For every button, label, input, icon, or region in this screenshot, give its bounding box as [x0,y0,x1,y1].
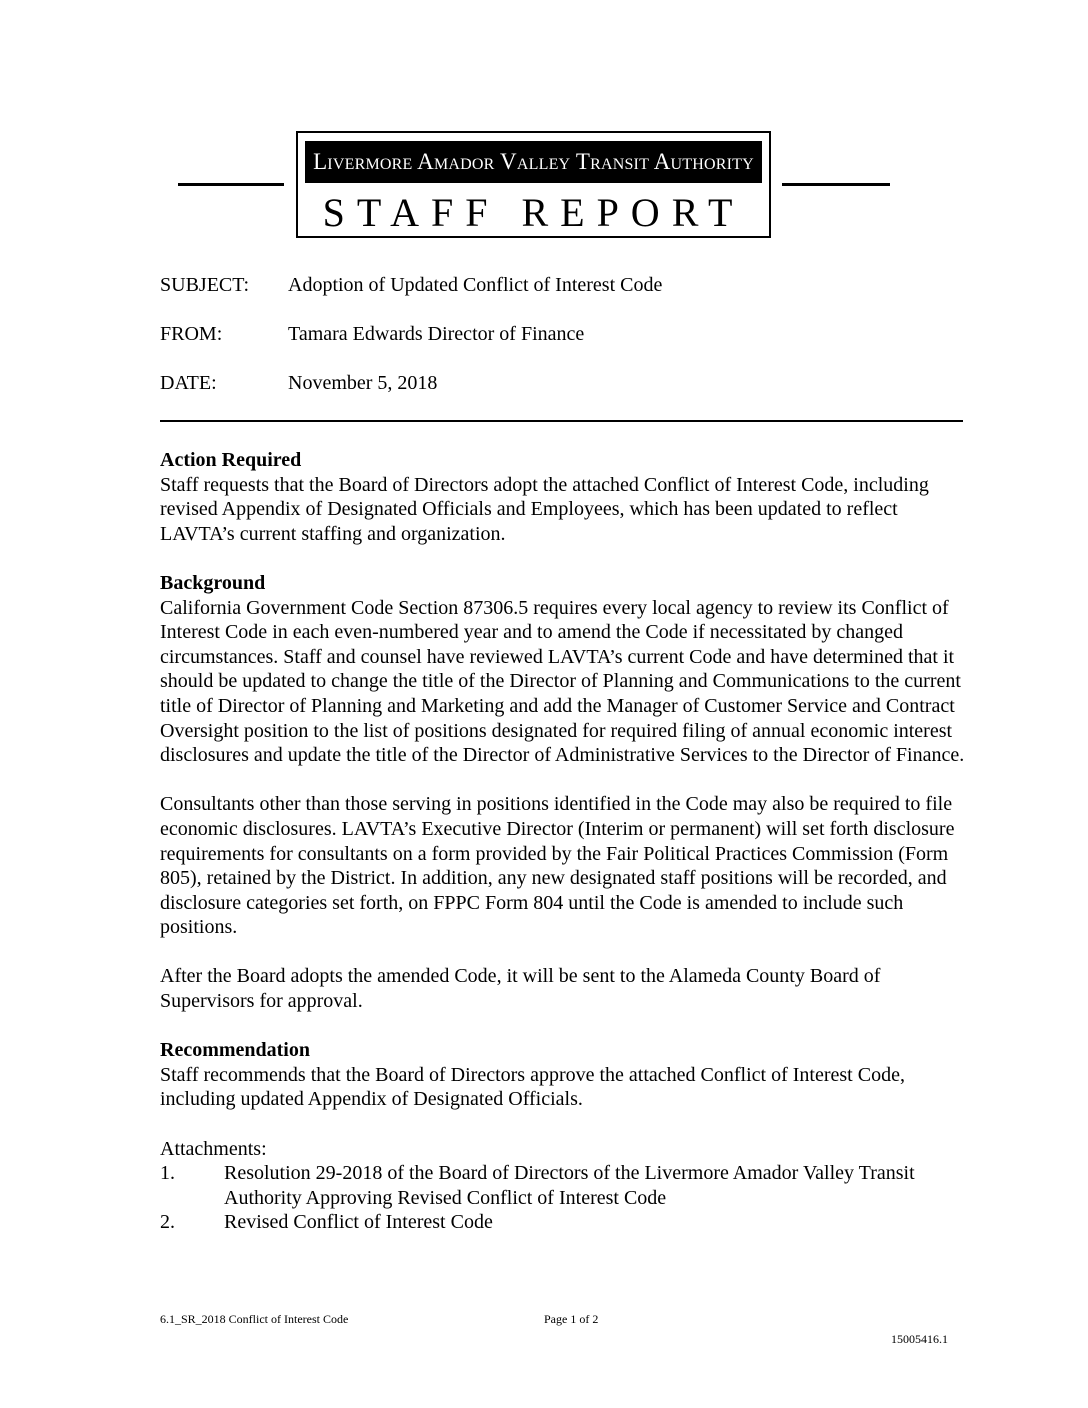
header-rule-right [782,183,890,186]
report-body [160,448,970,1235]
subject-value: Adoption of Updated Conflict of Interest Code [288,274,663,296]
attachment-item [160,1210,970,1235]
background-paragraph-1: California Government Code Section 87306.5 requires every local agency to review its Conflict of Interest Code in each even-numbered year and to amend the Code if necessitated by changed circumstances. Staff and counsel have reviewed LAVTA’s current Code and have determined that it should be updated to change the title of the Director of Planning and Communications to the current title of Director of Planning and Marketing and add the Manager of Customer Service and Contract Oversight position to the list of positions designated for required filing of annual economic interest disclosures and update the title of the Director of Administrative Services to the Director of Finance. [160,596,965,767]
date-label: DATE: [160,372,217,394]
attachment-number: 2. [160,1211,175,1234]
attachment-text: Revised Conflict of Interest Code [224,1211,493,1234]
attachment-text: Resolution 29-2018 of the Board of Directors of the Livermore Amador Valley Transit Authority Approving Revised Conflict of Interest Code [224,1162,915,1209]
agency-name-band [305,141,762,183]
from-value: Tamara Edwards Director of Finance [288,323,585,345]
header-logo-box [296,131,771,238]
action-required-heading: Action Required [160,449,302,471]
date-value: November 5, 2018 [288,372,438,394]
attachment-item [160,1161,970,1210]
background-paragraph-3: After the Board adopts the amended Code, it will be sent to the Alameda County Board of Supervisors for approval. [160,965,881,1013]
header-rule-left [178,183,284,186]
report-title: STAFF REPORT [322,190,745,235]
footer-file-name: 6.1_SR_2018 Conflict of Interest Code [160,1312,349,1326]
background-heading: Background [160,571,266,594]
attachments-heading: Attachments: [160,1137,267,1160]
header-divider [160,420,963,422]
subject-label: SUBJECT: [160,274,250,296]
footer-page-number: Page 1 of 2 [544,1312,599,1326]
agency-name: Livermore Amador Valley Transit Authority [313,149,754,174]
background-paragraph-2: Consultants other than those serving in positions identified in the Code may also be required to file economic disclosures. LAVTA’s Executive Director (Interim or permanent) will set forth disclosure requirements for consultants on a form provided by the Fair Political Practices Commission (Form 805), retained by the District. In addition, any new designated staff positions will be recorded, and disclosure categories set forth, on FPPC Form 804 until the Code is amended to include such positions. [160,793,955,939]
attachment-number: 1. [160,1162,175,1185]
action-required-text: Staff requests that the Board of Directors adopt the attached Conflict of Interest Code, including revised Appendix of Designated Officials and Employees, which has been updated to reflect LAVTA’s current staffing and organization. [160,473,929,545]
recommendation-heading: Recommendation [160,1039,310,1062]
recommendation-text: Staff recommends that the Board of Directors approve the attached Conflict of Interest Code, including updated Appendix of Designated Officials. [160,1063,905,1111]
attachments-list [160,1161,970,1235]
from-label: FROM: [160,323,223,345]
footer-doc-number: 15005416.1 [891,1332,948,1346]
